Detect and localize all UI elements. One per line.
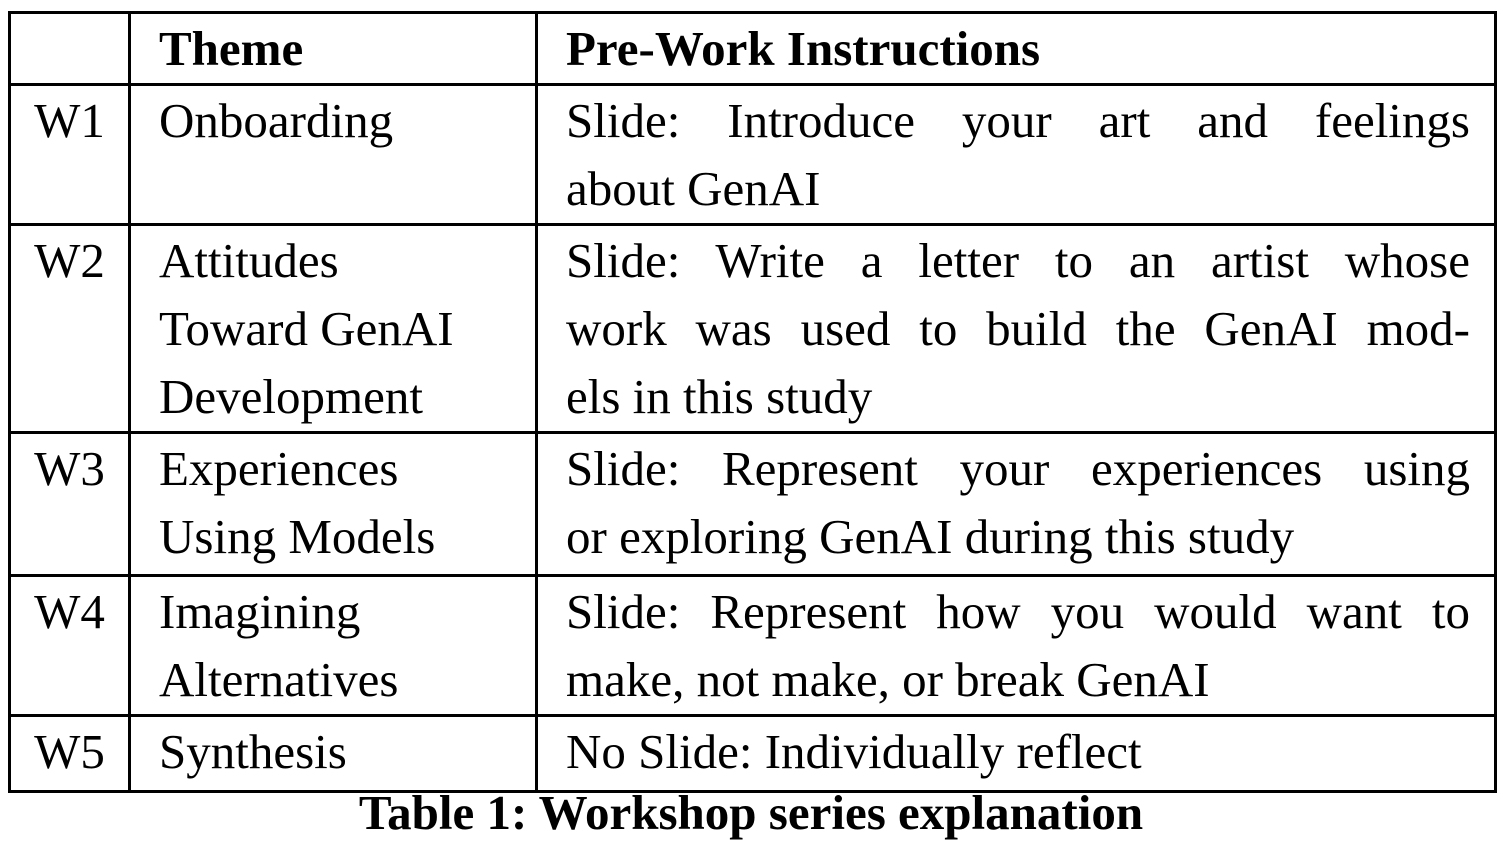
table-row (10, 576, 1496, 716)
theme-line: Synthesis (159, 724, 347, 779)
prework-line: make, not make, or break GenAI (566, 652, 1210, 707)
theme-line: Attitudes (159, 233, 339, 288)
prework-cell (537, 433, 1496, 576)
prework-cell (537, 225, 1496, 433)
prework-line: Slide: Represent your experiences using (566, 441, 1470, 496)
theme-line: Alternatives (159, 652, 399, 707)
prework-line: Slide: Write a letter to an artist whose (566, 233, 1470, 288)
header-theme-cell: Theme (130, 13, 537, 85)
table-row (10, 716, 1496, 792)
prework-line: Slide: Represent how you would want to (566, 584, 1470, 639)
prework-line: Slide: Introduce your art and feelings (566, 93, 1470, 148)
theme-cell (130, 716, 537, 792)
table-header-row (10, 13, 1496, 85)
prework-line: about GenAI (566, 161, 821, 216)
theme-line: Onboarding (159, 93, 394, 148)
theme-line: Toward GenAI (159, 301, 454, 356)
prework-cell (537, 85, 1496, 225)
workshop-table (8, 11, 1497, 793)
row-label-cell: W3 (10, 433, 130, 576)
header-empty-cell (10, 13, 130, 85)
theme-cell (130, 433, 537, 576)
prework-line: No Slide: Individually reflect (566, 724, 1142, 779)
theme-cell (130, 85, 537, 225)
prework-line: els in this study (566, 369, 873, 424)
table-row (10, 433, 1496, 576)
table-row (10, 85, 1496, 225)
theme-cell (130, 225, 537, 433)
table-row (10, 225, 1496, 433)
row-label-cell: W5 (10, 716, 130, 792)
theme-line: Using Models (159, 509, 436, 564)
row-label-cell: W2 (10, 225, 130, 433)
prework-cell (537, 576, 1496, 716)
header-prework-cell: Pre-Work Instructions (537, 13, 1496, 85)
theme-cell (130, 576, 537, 716)
table-caption: Table 1: Workshop series explanation (358, 785, 1144, 840)
row-label-cell: W1 (10, 85, 130, 225)
prework-line: or exploring GenAI during this study (566, 509, 1295, 564)
row-label-cell: W4 (10, 576, 130, 716)
prework-line: work was used to build the GenAI mod- (566, 301, 1470, 356)
prework-cell (537, 716, 1496, 792)
theme-line: Development (159, 369, 423, 424)
theme-line: Imagining (159, 584, 361, 639)
theme-line: Experiences (159, 441, 399, 496)
